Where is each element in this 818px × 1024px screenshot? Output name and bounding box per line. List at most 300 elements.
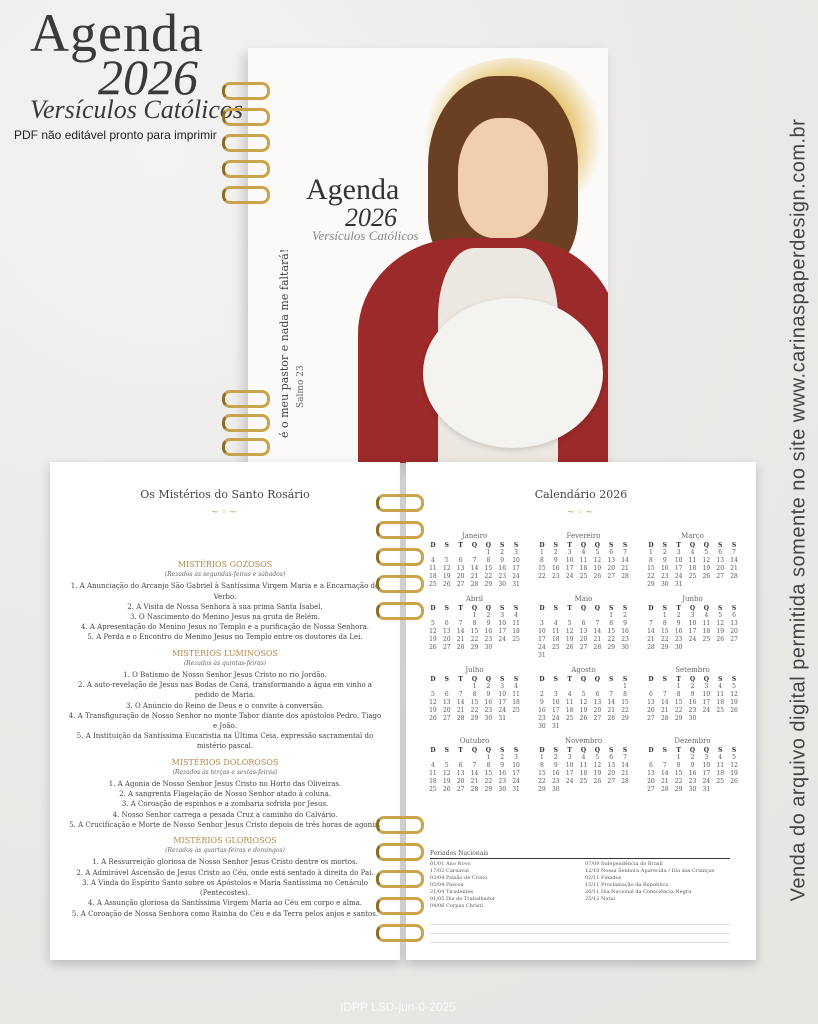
- day-cell: 22: [470, 636, 479, 643]
- holiday-item: 15/11 Proclamação da República: [585, 882, 669, 888]
- holiday-item: 03/04 Paixão de Cristo: [430, 875, 488, 881]
- day-cell: 16: [660, 565, 669, 572]
- day-cell: [590, 683, 604, 691]
- day-cell: 23: [484, 636, 493, 643]
- week-row: [535, 636, 632, 644]
- month-calendar: [535, 595, 632, 660]
- day-cell: 16: [484, 628, 493, 635]
- week-row: [535, 786, 632, 794]
- day-cell: 23: [660, 573, 669, 580]
- week-row: [426, 644, 523, 652]
- day-cell: [426, 683, 440, 691]
- weekday-label: D: [539, 542, 545, 549]
- day-cell: 12: [429, 699, 437, 706]
- weekday-label: D: [539, 605, 545, 612]
- day-cell: [440, 754, 454, 762]
- day-cell: 4: [431, 557, 435, 564]
- day-cell: 13: [730, 620, 738, 627]
- weekday-label: Q: [703, 605, 709, 612]
- day-cell: [604, 786, 618, 794]
- weekday-label: D: [648, 542, 654, 549]
- day-cell: 5: [718, 612, 723, 619]
- day-cell: 19: [702, 565, 711, 572]
- day-cell: 1: [540, 549, 544, 556]
- day-cell: 28: [660, 715, 669, 722]
- weekday-label: Q: [689, 747, 696, 754]
- weekday-label: Q: [471, 747, 478, 754]
- week-row: [535, 644, 632, 652]
- day-cell: 26: [565, 644, 574, 651]
- holiday-item: 05/04 Páscoa: [430, 882, 464, 888]
- day-cell: 31: [702, 786, 711, 793]
- day-cell: 14: [621, 557, 629, 564]
- week-row: [644, 715, 741, 723]
- day-cell: 25: [716, 707, 725, 714]
- weekday-label: S: [622, 605, 628, 612]
- day-cell: 15: [470, 628, 479, 635]
- day-cell: 14: [470, 565, 479, 572]
- day-cell: 18: [716, 699, 725, 706]
- week-row: [426, 581, 523, 589]
- day-cell: 1: [662, 612, 667, 619]
- day-cell: 10: [498, 691, 507, 698]
- day-cell: 14: [593, 628, 602, 635]
- month-name: Maio: [574, 595, 593, 603]
- day-cell: 6: [458, 557, 463, 564]
- rosary-page-title: Os Mistérios do Santo Rosário: [140, 488, 310, 501]
- day-cell: 4: [718, 754, 723, 761]
- day-cell: 9: [486, 691, 491, 698]
- week-row: [535, 699, 632, 707]
- weekday-label: Q: [485, 747, 491, 754]
- day-cell: [535, 612, 549, 620]
- day-cell: 7: [595, 620, 600, 627]
- day-cell: [549, 612, 563, 620]
- day-cell: 31: [498, 715, 507, 722]
- day-cell: 20: [607, 770, 616, 777]
- weekday-label: Q: [580, 747, 587, 754]
- weekday-label: Q: [594, 676, 600, 683]
- day-cell: [454, 549, 468, 557]
- day-cell: 20: [442, 707, 451, 714]
- day-cell: 25: [429, 786, 437, 793]
- day-cell: 30: [538, 723, 546, 730]
- week-row: [426, 573, 523, 581]
- holiday-item: 01/05 Dia do Trabalhador: [430, 896, 496, 902]
- mystery-item: 3. A Vinda do Espírito Santo sobre os Apóstolos e Maria Santíssima no Cenáculo (Pentecostes).: [81, 878, 368, 898]
- week-row: [535, 683, 632, 691]
- mystery-days: (Rezados às quintas-feiras): [183, 659, 267, 667]
- cover-subtitle: Versículos Católicos: [312, 228, 419, 243]
- day-cell: 23: [621, 636, 629, 643]
- spiral-ring: [376, 521, 424, 539]
- calendar-page-title: Calendário 2026: [534, 488, 628, 501]
- day-cell: 5: [581, 691, 586, 698]
- day-cell: [727, 786, 741, 794]
- day-cell: 30: [621, 644, 629, 651]
- holiday-item: 20/11 Dia Nacional da Consciência Negra: [585, 889, 692, 895]
- jesus-face-illustration: [458, 118, 548, 238]
- week-row: [535, 652, 632, 660]
- day-cell: 23: [551, 778, 560, 785]
- day-cell: 16: [688, 699, 697, 706]
- weekday-header: [426, 747, 523, 754]
- day-cell: 19: [716, 628, 725, 635]
- day-cell: 4: [718, 683, 723, 690]
- day-cell: 11: [702, 620, 711, 627]
- day-cell: 5: [732, 754, 736, 761]
- day-cell: [604, 652, 618, 660]
- day-cell: 7: [472, 557, 477, 564]
- day-cell: 15: [484, 565, 493, 572]
- day-cell: [618, 652, 632, 660]
- weekday-label: S: [609, 676, 614, 683]
- day-cell: 18: [512, 699, 520, 706]
- weekday-label: S: [444, 747, 449, 754]
- weekday-label: S: [500, 542, 505, 549]
- day-cell: 19: [565, 636, 574, 643]
- mystery-heading: MISTÉRIOS GLORIOSOS: [173, 836, 277, 846]
- day-cell: 15: [538, 770, 546, 777]
- day-cell: 31: [674, 581, 683, 588]
- agenda-cover: [248, 48, 608, 463]
- day-cell: 13: [607, 557, 616, 564]
- day-cell: 5: [567, 620, 572, 627]
- day-cell: 16: [621, 628, 629, 635]
- day-cell: 4: [514, 683, 518, 690]
- day-cell: 9: [662, 557, 667, 564]
- spiral-ring: [222, 134, 270, 152]
- day-cell: 24: [498, 707, 507, 714]
- weekday-label: D: [430, 542, 436, 549]
- weekday-label: S: [718, 676, 723, 683]
- day-cell: 20: [579, 636, 588, 643]
- day-cell: [658, 754, 672, 762]
- day-cell: 11: [551, 628, 560, 635]
- day-cell: 22: [538, 573, 546, 580]
- cover-year: 2026: [345, 203, 397, 232]
- day-cell: 25: [579, 778, 588, 785]
- cover-reference: Salmo 23: [296, 365, 306, 408]
- mystery-item: 5. A Coroação de Nossa Senhora como Rainha do Céu e da Terra pelos anjos e santos.: [71, 909, 379, 918]
- rosary-page: [50, 462, 400, 960]
- day-cell: 2: [500, 549, 505, 556]
- week-row: [644, 573, 741, 581]
- day-cell: 8: [472, 620, 477, 627]
- day-cell: 26: [702, 573, 711, 580]
- day-cell: 21: [647, 636, 655, 643]
- weekday-label: Q: [689, 676, 696, 683]
- holiday-item: 17/02 Carnaval: [430, 868, 469, 874]
- week-row: [426, 715, 523, 723]
- day-cell: 6: [581, 620, 586, 627]
- day-cell: 28: [660, 786, 669, 793]
- week-row: [426, 707, 523, 715]
- day-cell: 22: [484, 573, 493, 580]
- day-cell: 25: [579, 573, 588, 580]
- day-cell: 7: [458, 620, 463, 627]
- side-watermark-text: Venda do arquivo digital permitida somente no site www.carinaspaperdesign.com.br: [787, 118, 810, 902]
- day-cell: 6: [444, 691, 449, 698]
- lamb-illustration: [423, 298, 603, 448]
- day-cell: 12: [716, 620, 725, 627]
- day-cell: 2: [553, 754, 558, 761]
- day-cell: 28: [621, 778, 629, 785]
- day-cell: 15: [538, 565, 546, 572]
- day-cell: 9: [486, 620, 491, 627]
- day-cell: 9: [540, 699, 544, 706]
- day-cell: 3: [540, 620, 544, 627]
- day-cell: 12: [702, 557, 711, 564]
- day-cell: 4: [431, 762, 435, 769]
- weekday-label: S: [622, 542, 628, 549]
- day-cell: 11: [579, 557, 588, 564]
- holiday-item: 25/12 Natal: [585, 896, 615, 902]
- holiday-item: 02/11 Finados: [585, 875, 622, 881]
- spiral-ring: [376, 602, 424, 620]
- day-cell: 23: [688, 707, 697, 714]
- week-row: [644, 557, 741, 565]
- mystery-days: (Rezados às terças e sextas-feiras): [172, 768, 278, 776]
- day-cell: [468, 754, 482, 762]
- day-cell: 10: [538, 628, 546, 635]
- day-cell: 11: [688, 557, 697, 564]
- day-cell: 17: [565, 770, 574, 777]
- week-row: [535, 691, 632, 699]
- mystery-item: 4. Nosso Senhor carrega a pesada Cruz a caminho do Calvário.: [112, 810, 338, 819]
- mystery-item: 5. A Crucificação e Morte de Nosso Senhor Jesus Cristo depois de três horas de agonia.: [69, 820, 381, 829]
- day-cell: 14: [470, 770, 479, 777]
- day-cell: 28: [621, 573, 629, 580]
- week-row: [644, 683, 741, 691]
- day-cell: 3: [704, 754, 709, 761]
- day-cell: 21: [621, 770, 629, 777]
- day-cell: 20: [730, 628, 738, 635]
- day-cell: 12: [593, 762, 602, 769]
- mystery-days: (Rezados às quartas-feiras e domingos): [165, 847, 285, 855]
- day-cell: 20: [593, 707, 602, 714]
- day-cell: 11: [716, 691, 725, 698]
- day-cell: [604, 683, 618, 691]
- day-cell: 14: [647, 628, 655, 635]
- day-cell: 1: [649, 549, 653, 556]
- day-cell: 22: [484, 778, 493, 785]
- day-cell: 16: [498, 770, 507, 777]
- day-cell: [577, 723, 591, 731]
- day-cell: 12: [442, 565, 451, 572]
- day-cell: [454, 612, 468, 620]
- mystery-item: 3. O Anúncio do Reino de Deus e o convite à conversão.: [126, 701, 324, 710]
- day-cell: 23: [498, 573, 507, 580]
- weekday-label: S: [444, 676, 449, 683]
- weekday-label: Q: [580, 542, 587, 549]
- day-cell: 17: [538, 636, 546, 643]
- day-cell: 17: [512, 770, 520, 777]
- week-row: [535, 573, 632, 581]
- day-cell: 7: [662, 762, 667, 769]
- day-cell: 9: [623, 620, 627, 627]
- day-cell: 13: [647, 770, 655, 777]
- day-cell: [713, 786, 727, 794]
- ornament-divider: ~◦~: [566, 507, 596, 518]
- weekday-label: S: [609, 747, 614, 754]
- day-cell: 4: [553, 620, 558, 627]
- weekday-label: S: [622, 747, 628, 754]
- day-cell: 8: [609, 620, 614, 627]
- day-cell: 23: [484, 707, 493, 714]
- side-watermark: [786, 30, 812, 990]
- day-cell: 8: [540, 557, 544, 564]
- weekday-header: [644, 747, 741, 754]
- weekday-header: [535, 605, 632, 612]
- day-cell: 13: [607, 762, 616, 769]
- day-cell: 15: [621, 699, 629, 706]
- mystery-item: 2. A auto-revelação de Jesus nas Bodas de Caná, transformando a água em vinho a pedido de Maria.: [78, 681, 372, 700]
- weekday-label: Q: [594, 605, 600, 612]
- header-year: 2026: [98, 49, 198, 105]
- weekday-label: D: [648, 747, 654, 754]
- day-cell: 9: [500, 557, 505, 564]
- day-cell: 11: [579, 762, 588, 769]
- day-cell: 10: [702, 691, 711, 698]
- day-cell: [658, 683, 672, 691]
- day-cell: 5: [732, 683, 736, 690]
- day-cell: [509, 715, 523, 723]
- weekday-label: S: [662, 747, 667, 754]
- day-cell: 4: [514, 612, 518, 619]
- day-cell: 21: [660, 778, 669, 785]
- day-cell: 5: [431, 691, 435, 698]
- mystery-item: 4. A Transfiguração de Nosso Senhor no monte Tabor diante dos apóstolos Pedro, Tiago e João.: [68, 711, 382, 731]
- day-cell: 2: [486, 683, 491, 690]
- day-cell: 4: [581, 549, 586, 556]
- day-cell: [727, 715, 741, 723]
- weekday-label: S: [662, 676, 667, 683]
- spiral-ring: [222, 82, 270, 100]
- mystery-heading: MISTÉRIOS DOLOROSOS: [171, 757, 279, 767]
- week-row: [535, 557, 632, 565]
- weekday-label: S: [553, 747, 558, 754]
- week-row: [644, 565, 741, 573]
- day-cell: 12: [593, 557, 602, 564]
- week-row: [535, 770, 632, 778]
- mystery-item: 5. A Instituição da Santíssima Eucaristia na Última Ceia, expressão sacramental do mistério pascal.: [76, 732, 374, 751]
- week-row: [535, 754, 632, 762]
- day-cell: [549, 652, 563, 660]
- day-cell: 21: [470, 778, 479, 785]
- day-cell: 31: [538, 652, 546, 659]
- day-cell: 30: [688, 786, 697, 793]
- weekday-label: S: [662, 542, 667, 549]
- day-cell: 11: [716, 762, 725, 769]
- day-cell: 5: [595, 754, 600, 761]
- week-row: [426, 683, 523, 691]
- day-cell: 10: [702, 762, 711, 769]
- month-calendar: [644, 737, 741, 794]
- day-cell: 2: [553, 549, 558, 556]
- spiral-ring: [222, 186, 270, 204]
- spiral-ring: [376, 575, 424, 593]
- day-cell: 1: [676, 683, 681, 690]
- day-cell: 18: [551, 636, 560, 643]
- mystery-item: 5. A Perda e o Encontro do Menino Jesus no Templo entre os doutores da Lei.: [87, 633, 363, 642]
- week-row: [644, 644, 741, 652]
- week-row: [644, 699, 741, 707]
- day-cell: 16: [538, 707, 546, 714]
- week-row: [644, 549, 741, 557]
- day-cell: [577, 786, 591, 794]
- day-cell: 8: [540, 762, 544, 769]
- month-calendar: [644, 532, 741, 589]
- day-cell: 21: [660, 707, 669, 714]
- day-cell: 15: [484, 770, 493, 777]
- day-cell: 30: [688, 715, 697, 722]
- day-cell: 15: [470, 699, 479, 706]
- spiral-ring: [376, 548, 424, 566]
- day-cell: 17: [702, 699, 711, 706]
- day-cell: 13: [593, 699, 602, 706]
- weekday-label: Q: [471, 676, 478, 683]
- day-cell: [590, 652, 604, 660]
- day-cell: 14: [607, 699, 616, 706]
- day-cell: 23: [551, 573, 560, 580]
- holidays-right-column: [585, 861, 730, 910]
- day-cell: 17: [498, 699, 507, 706]
- day-cell: 6: [609, 754, 614, 761]
- day-cell: 3: [514, 549, 518, 556]
- day-cell: [563, 786, 577, 794]
- day-cell: [644, 612, 658, 620]
- day-cell: 30: [498, 786, 507, 793]
- day-cell: 1: [486, 754, 491, 761]
- weekday-label: S: [731, 542, 737, 549]
- day-cell: 8: [486, 557, 491, 564]
- day-cell: 31: [551, 723, 560, 730]
- day-cell: 9: [690, 691, 695, 698]
- day-cell: 19: [730, 699, 738, 706]
- footer-code: IDPP LSD-jun-0-2025: [340, 1000, 456, 1014]
- day-cell: 17: [702, 770, 711, 777]
- day-cell: 20: [716, 565, 725, 572]
- day-cell: [509, 644, 523, 652]
- day-cell: 27: [442, 715, 451, 722]
- day-cell: 22: [674, 778, 683, 785]
- day-cell: 15: [647, 565, 655, 572]
- weekday-header: [535, 676, 632, 683]
- day-cell: 3: [676, 549, 681, 556]
- day-cell: 10: [565, 762, 574, 769]
- day-cell: 3: [567, 754, 572, 761]
- day-cell: 4: [581, 754, 586, 761]
- day-cell: [699, 715, 713, 723]
- day-cell: 27: [579, 644, 588, 651]
- month-name: Outubro: [459, 737, 490, 745]
- day-cell: 8: [649, 557, 653, 564]
- day-cell: 25: [688, 573, 697, 580]
- day-cell: 10: [551, 699, 560, 706]
- weekday-label: S: [731, 605, 737, 612]
- weekday-label: T: [676, 605, 681, 612]
- weekday-label: T: [567, 542, 572, 549]
- day-cell: 6: [595, 691, 600, 698]
- day-cell: 17: [674, 565, 683, 572]
- week-row: [644, 754, 741, 762]
- weekday-label: Q: [580, 605, 587, 612]
- week-row: [535, 715, 632, 723]
- day-cell: 15: [607, 628, 616, 635]
- day-cell: 21: [456, 636, 465, 643]
- day-cell: 22: [470, 707, 479, 714]
